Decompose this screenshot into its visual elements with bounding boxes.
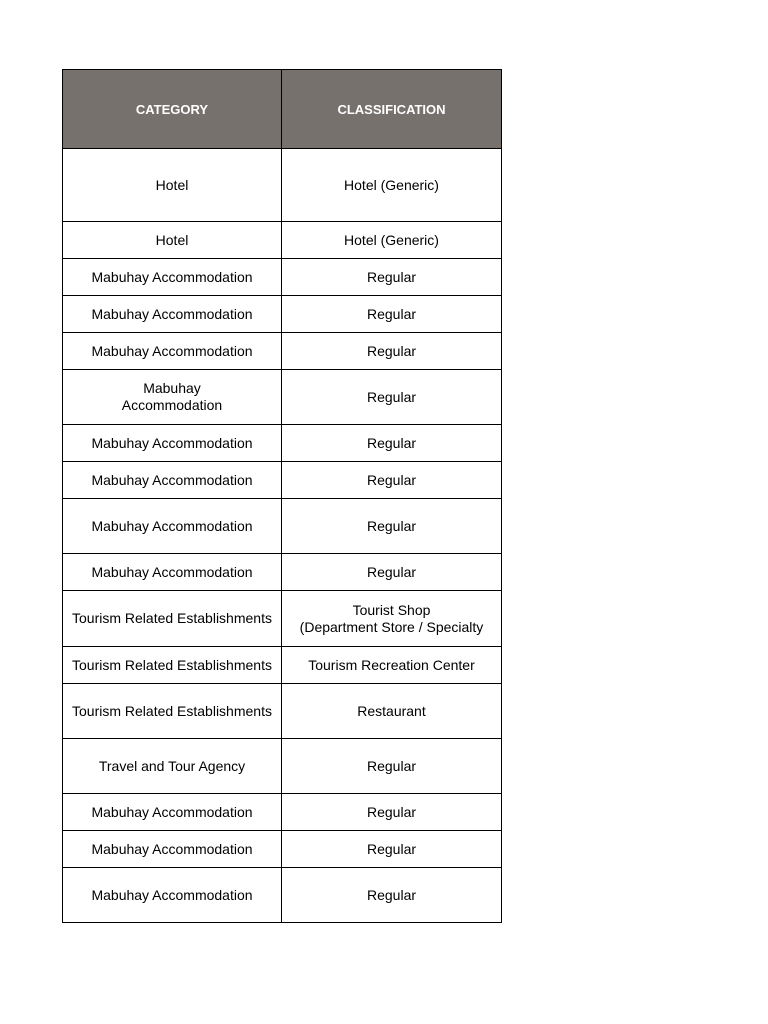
classification-cell [282, 684, 502, 739]
classification-cell [282, 296, 502, 333]
column-header-category: CATEGORY [63, 70, 282, 149]
category-cell-text: Mabuhay Accommodation [91, 268, 253, 285]
classification-table [62, 69, 502, 923]
table-row [63, 259, 502, 296]
table-row [63, 684, 502, 739]
classification-cell [282, 499, 502, 554]
classification-cell [282, 647, 502, 684]
classification-cell-text: Hotel (Generic) [344, 231, 439, 248]
category-cell-text: Mabuhay Accommodation [121, 380, 223, 413]
category-cell [63, 425, 282, 462]
table-row [63, 425, 502, 462]
classification-cell-text: Regular [366, 803, 417, 820]
category-cell-text: Tourism Related Establishments [72, 656, 272, 673]
table-row [63, 499, 502, 554]
category-cell-text: Mabuhay Accommodation [91, 517, 253, 534]
classification-cell [282, 333, 502, 370]
category-cell-text: Tourism Related Establishments [72, 610, 272, 626]
category-cell-text: Mabuhay Accommodation [91, 840, 253, 857]
table-row [63, 333, 502, 370]
table-row [63, 149, 502, 222]
classification-cell-text: Regular [366, 563, 417, 580]
classification-cell-text: Restaurant [357, 702, 426, 719]
table-row [63, 794, 502, 831]
category-cell-text: Mabuhay Accommodation [91, 886, 253, 903]
table-row [63, 222, 502, 259]
category-cell-text: Mabuhay Accommodation [91, 342, 253, 359]
category-cell [63, 591, 282, 647]
category-cell [63, 868, 282, 923]
category-cell-text: Mabuhay Accommodation [91, 305, 253, 322]
classification-cell [282, 831, 502, 868]
category-cell-text: Tourism Related Establishments [72, 702, 272, 719]
classification-cell [282, 554, 502, 591]
table-row [63, 739, 502, 794]
classification-cell [282, 868, 502, 923]
category-cell [63, 259, 282, 296]
table-row [63, 462, 502, 499]
classification-cell-text: Regular [366, 886, 417, 903]
classification-cell-text: Regular [366, 471, 417, 488]
category-cell [63, 499, 282, 554]
classification-cell-text: Hotel (Generic) [344, 176, 439, 193]
category-cell-text: Mabuhay Accommodation [91, 434, 253, 451]
header-row [63, 70, 502, 149]
classification-cell-text: Regular [366, 434, 417, 451]
classification-cell-text: Regular [366, 305, 417, 322]
classification-cell-text: Regular [366, 757, 417, 774]
category-cell-text: Mabuhay Accommodation [91, 471, 253, 488]
classification-cell [282, 794, 502, 831]
category-cell [63, 149, 282, 222]
table-header [63, 70, 502, 149]
category-cell-text: Hotel [155, 176, 189, 193]
category-cell [63, 554, 282, 591]
classification-cell [282, 591, 502, 647]
category-cell [63, 296, 282, 333]
category-cell [63, 222, 282, 259]
classification-cell-text: Regular [366, 388, 417, 405]
category-cell [63, 647, 282, 684]
category-cell-text: Travel and Tour Agency [98, 757, 246, 774]
classification-cell [282, 259, 502, 296]
table-row [63, 831, 502, 868]
table-row [63, 591, 502, 647]
category-cell [63, 462, 282, 499]
classification-cell-text: Regular [366, 840, 417, 857]
table-body [63, 149, 502, 923]
classification-cell-text: Tourism Recreation Center [308, 656, 475, 673]
category-cell-text: Mabuhay Accommodation [91, 563, 253, 580]
category-cell-text: Mabuhay Accommodation [91, 803, 253, 820]
category-cell-text: Hotel [155, 231, 189, 248]
classification-cell-text: Tourist Shop (Department Store / Specialty [299, 601, 484, 635]
category-cell [63, 831, 282, 868]
category-cell [63, 370, 282, 425]
table-row [63, 296, 502, 333]
classification-cell-text: Regular [366, 342, 417, 359]
classification-cell-text: Regular [366, 517, 417, 534]
category-cell [63, 739, 282, 794]
classification-cell [282, 370, 502, 425]
category-cell [63, 684, 282, 739]
table-row [63, 554, 502, 591]
column-header-classification: CLASSIFICATION [282, 70, 502, 149]
classification-cell [282, 739, 502, 794]
classification-cell-text: Regular [366, 268, 417, 285]
table-row [63, 868, 502, 923]
category-cell [63, 794, 282, 831]
classification-cell [282, 425, 502, 462]
table-row [63, 647, 502, 684]
table-row [63, 370, 502, 425]
category-cell [63, 333, 282, 370]
classification-cell [282, 149, 502, 222]
classification-cell [282, 222, 502, 259]
classification-cell [282, 462, 502, 499]
